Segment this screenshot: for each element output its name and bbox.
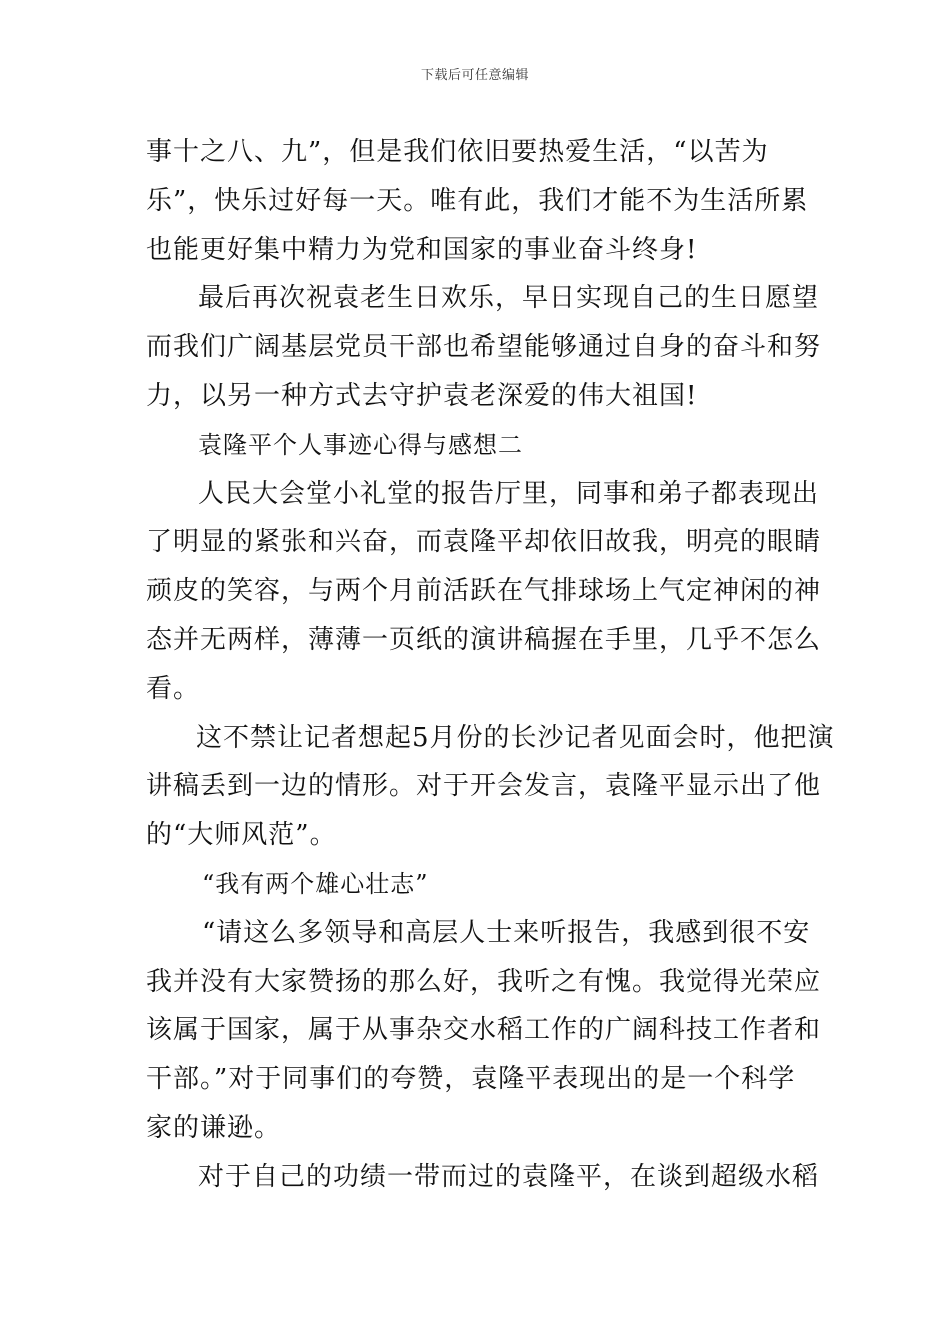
text-line: 讲稿丢到一边的情形。对于开会发言，袁隆平显示出了他 <box>146 771 822 802</box>
page-header: 下载后可任意编辑 <box>420 68 529 83</box>
text-line: 顽皮的笑容，与两个月前活跃在气排球场上气定神闲的神 <box>146 576 822 607</box>
text-line: 态并无两样，薄薄一页纸的演讲稿握在手里，几乎不怎么 <box>146 624 822 655</box>
text-line: 人民大会堂小礼堂的报告厅里，同事和弟子都表现出 <box>198 478 820 509</box>
text-line: 该属于国家，属于从事杂交水稻工作的广阔科技工作者和 <box>146 1015 822 1046</box>
text-line: 事十之八、九”，但是我们依旧要热爱生活，“以苦为 <box>146 137 769 167</box>
quote-heading: “我有两个雄心壮志” <box>202 869 429 898</box>
text-line: 我并没有大家赞扬的那么好，我听之有愧。我觉得光荣应 <box>146 966 822 997</box>
text-line: 了明显的紧张和兴奋，而袁隆平却依旧故我，明亮的眼睛 <box>146 527 822 558</box>
text-line: 这不禁让记者想起5月份的长沙记者见面会时，他把演 <box>196 722 835 753</box>
text-line: 的“大师风范”。 <box>146 820 337 851</box>
text-line: 对于自己的功绩一带而过的袁隆平，在谈到超级水稻 <box>198 1161 820 1192</box>
text-line: 力，以另一种方式去守护袁老深爱的伟大祖国! <box>146 380 698 411</box>
text-line: 乐”，快乐过好每一天。唯有此，我们才能不为生活所累 <box>146 185 809 216</box>
text-line: 也能更好集中精力为党和国家的事业奋斗终身! <box>146 234 698 265</box>
text-line: 而我们广阔基层党员干部也希望能够通过自身的奋斗和努 <box>146 332 822 363</box>
text-line: “请这么多领导和高层人士来听报告，我感到很不安 <box>202 917 811 948</box>
document-body <box>146 128 835 1202</box>
text-line: 最后再次祝袁老生日欢乐，早日实现自己的生日愿望 <box>198 283 820 314</box>
section-heading: 袁隆平个人事迹心得与感想二 <box>198 430 523 459</box>
text-line: 干部。”对于同事们的夸赞，袁隆平表现出的是一个科学 <box>146 1064 796 1095</box>
text-line: 家的谦逊。 <box>146 1112 282 1143</box>
text-line: 看。 <box>146 673 201 704</box>
